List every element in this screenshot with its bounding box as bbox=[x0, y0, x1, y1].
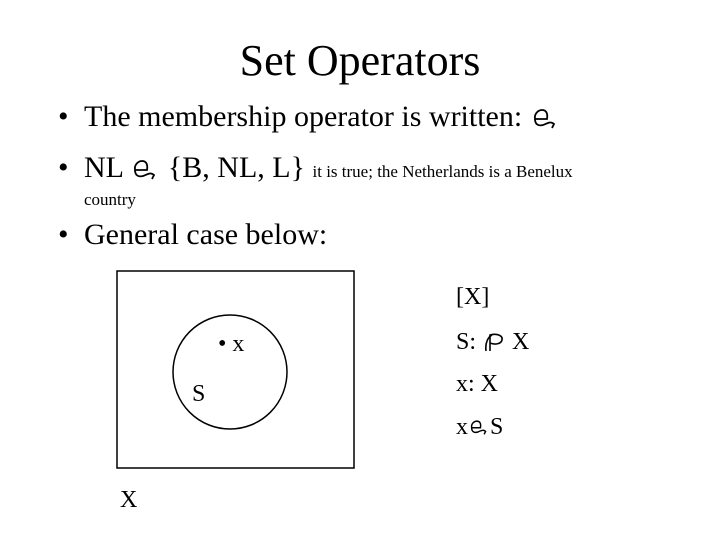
bullet-3-text: General case below: bbox=[84, 218, 328, 251]
subset-decl-left: S: bbox=[456, 329, 477, 355]
membership-right: S bbox=[490, 414, 504, 440]
slide-title: Set Operators bbox=[239, 36, 481, 85]
membership-left: x bbox=[456, 414, 468, 440]
point-label: x bbox=[232, 331, 245, 357]
given-set-decl: [X] bbox=[456, 284, 490, 310]
bullet-2-note: it is true; the Netherlands is a Benelux bbox=[312, 162, 573, 181]
bullet-marker: • bbox=[58, 218, 69, 251]
membership-decl bbox=[456, 413, 503, 441]
bullet-1-text: The membership operator is written: bbox=[84, 100, 523, 133]
point-marker: • bbox=[218, 331, 227, 357]
member-decl: x: X bbox=[456, 371, 498, 397]
point-x bbox=[218, 330, 244, 358]
bullet-2-prefix: NL bbox=[84, 151, 123, 184]
subset-decl bbox=[456, 328, 529, 356]
subset-decl-right: X bbox=[512, 329, 530, 355]
bullet-marker: • bbox=[58, 100, 69, 133]
universe-label: X bbox=[120, 487, 138, 513]
subset-label: S bbox=[192, 381, 206, 407]
element-of-icon bbox=[468, 415, 490, 433]
bullet-marker: • bbox=[58, 151, 69, 184]
universe-set-box bbox=[117, 271, 354, 468]
benelux-set: {B, NL, L} bbox=[167, 151, 306, 184]
bullet-2-note-wrap: country bbox=[84, 190, 136, 209]
powerset-icon bbox=[482, 331, 506, 353]
